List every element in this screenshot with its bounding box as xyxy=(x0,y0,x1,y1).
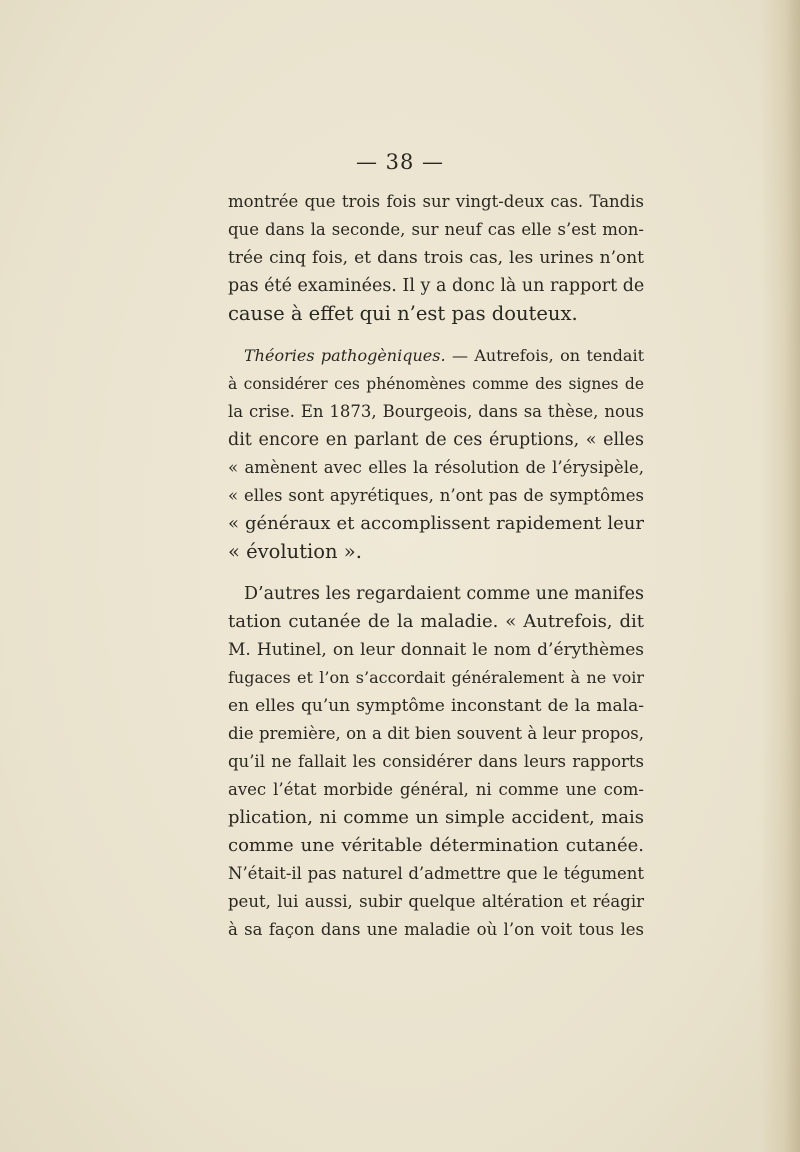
page-number: — 38 — xyxy=(355,150,445,174)
text-line: en elles qu’un symptôme inconstant de la mala- xyxy=(228,696,644,716)
text-line: « généraux et accomplissent rapidement leur xyxy=(228,513,644,534)
text-line: die première, on a dit bien souvent à leur propos, xyxy=(228,724,644,743)
text-line: N’était-il pas naturel d’admettre que le tégument xyxy=(228,864,644,883)
body-text xyxy=(228,188,644,944)
text-line: pas été examinées. Il y a donc là un rapport de xyxy=(228,276,645,296)
text-line: qu’il ne fallait les considérer dans leurs rapports xyxy=(228,752,644,771)
text-line: « amènent avec elles la résolution de l’érysipèle, xyxy=(228,458,644,477)
text-line: comme une véritable détermination cutanée. xyxy=(228,835,644,856)
text-line: dit encore en parlant de ces éruptions, « elles xyxy=(228,430,644,450)
text-line: à considérer ces phénomènes comme des signes de xyxy=(228,375,644,393)
text-line: M. Hutinel, on leur donnait le nom d’érythèmes xyxy=(228,640,644,660)
text-line: montrée que trois fois sur vingt-deux cas. Tandis xyxy=(228,192,644,211)
text-line: cause à effet qui n’est pas douteux. xyxy=(228,302,578,325)
paragraph-gap xyxy=(228,566,644,580)
text-line: peut, lui aussi, subir quelque altération et réagir xyxy=(228,892,644,911)
paragraph-gap xyxy=(228,328,644,342)
text-line: que dans la seconde, sur neuf cas elle s’est mon- xyxy=(228,220,644,239)
text-line: tation cutanée de la maladie. « Autrefois, dit xyxy=(228,611,644,632)
text-fragment: — Autrefois, on tendait xyxy=(445,346,645,365)
section-heading: Théories pathogèniques. xyxy=(244,346,446,365)
text-line: la crise. En 1873, Bourgeois, dans sa thèse, nous xyxy=(228,402,644,421)
text-line: fugaces et l’on s’accordait généralement à ne voir xyxy=(228,668,644,687)
text-line: à sa façon dans une maladie où l’on voit tous les xyxy=(228,920,644,939)
text-line: trée cinq fois, et dans trois cas, les urines n’ont xyxy=(228,248,644,268)
text-line: « évolution ». xyxy=(228,540,362,563)
text-line: plication, ni comme un simple accident, mais xyxy=(228,807,644,828)
text-line: avec l’état morbide général, ni comme une com- xyxy=(228,780,644,799)
section-heading-line xyxy=(228,342,644,370)
text-line: D’autres les regardaient comme une manifes xyxy=(244,584,644,604)
text-line: « elles sont apyrétiques, n’ont pas de symptômes xyxy=(228,486,644,505)
